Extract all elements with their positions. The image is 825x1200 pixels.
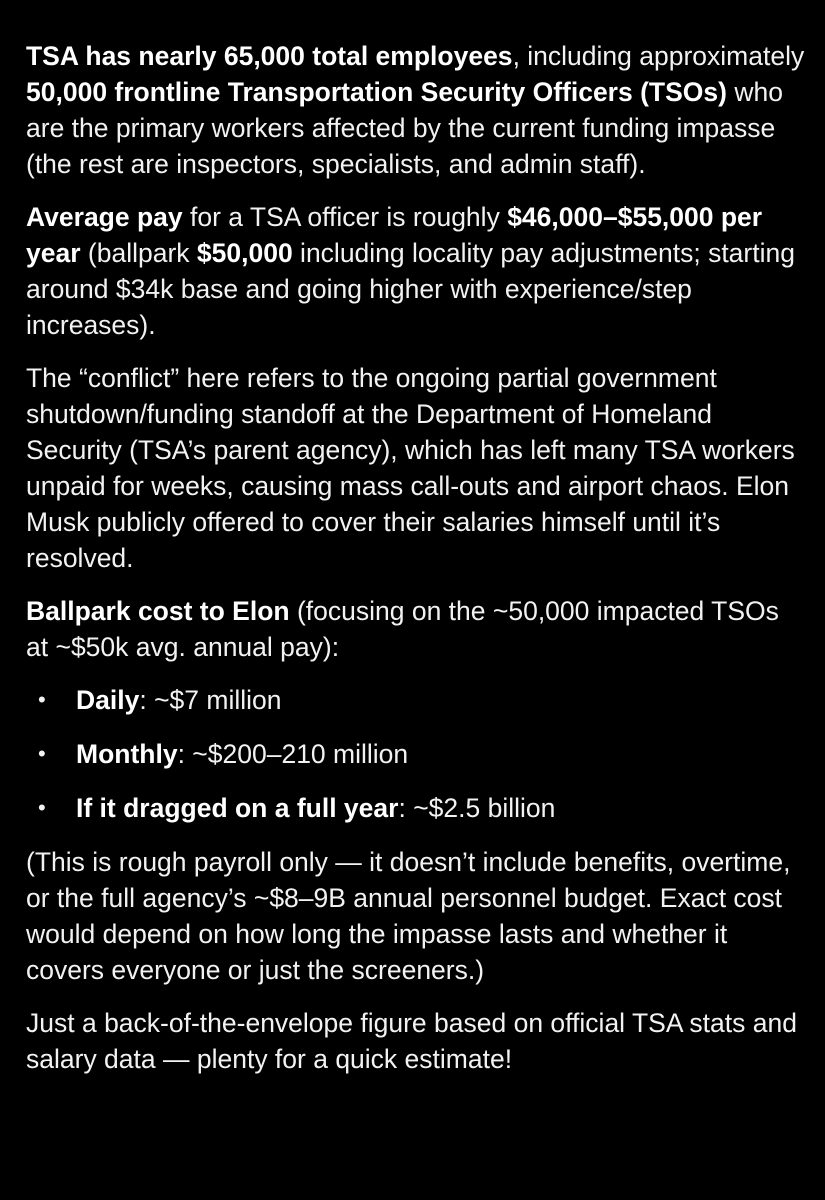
- bold-label: Daily: [76, 685, 140, 715]
- text: , including approximately: [512, 41, 805, 71]
- bullet-icon: •: [38, 741, 46, 766]
- paragraph-closing: Just a back-of-the-envelope figure based on official TSA stats and salary data — plenty for a quick estimate!: [26, 1008, 797, 1074]
- text: including locality pay adjustments; starting around $34k base and going higher with experience/step increases).: [26, 238, 795, 340]
- bold-ballpark-pay: $50,000: [196, 238, 293, 268]
- value: : ~$200–210 million: [177, 739, 409, 769]
- cost-list: [26, 682, 806, 826]
- bold-ballpark-cost: Ballpark cost to Elon: [26, 596, 290, 626]
- list-item-daily: [26, 682, 806, 718]
- paragraph-caveat: (This is rough payroll only — it doesn’t include benefits, overtime, or the full agency’s ~$8–9B annual personnel budget. Exact cost would depend on how long the impasse lasts and whether it covers everyone or just the screeners.): [26, 847, 791, 985]
- bold-label: If it dragged on a full year: [76, 793, 399, 823]
- list-item-monthly: [26, 736, 806, 772]
- bold-label: Monthly: [76, 739, 178, 769]
- paragraph-employees: [26, 38, 806, 182]
- response-text: [26, 38, 806, 1094]
- bold-pay-range: $46,000–$55,000 per year: [26, 202, 763, 268]
- list-item-full-year: [26, 790, 806, 826]
- text: (ballpark: [80, 238, 197, 268]
- text: (focusing on the ~50,000 impacted TSOs at ~$50k avg. annual pay):: [26, 596, 779, 662]
- text: for a TSA officer is roughly: [182, 202, 508, 232]
- bold-frontline-officers: 50,000 frontline Transportation Security Officers (TSOs): [26, 77, 727, 107]
- bullet-icon: •: [38, 687, 46, 712]
- paragraph-average-pay: [26, 199, 806, 343]
- value: : ~$2.5 billion: [398, 793, 556, 823]
- bullet-icon: •: [38, 795, 46, 820]
- paragraph-ballpark-cost: [26, 593, 806, 665]
- value: : ~$7 million: [139, 685, 282, 715]
- bold-total-employees: TSA has nearly 65,000 total employees: [26, 41, 513, 71]
- text: who are the primary workers affected by the current funding impasse (the rest are inspectors, specialists, and admin staff).: [26, 77, 783, 179]
- paragraph-conflict: The “conflict” here refers to the ongoing partial government shutdown/funding standoff at the Department of Homeland Security (TSA’s parent agency), which has left many TSA workers unpaid for weeks, causing mass call-outs and airport chaos. Elon Musk publicly offered to cover their salaries himself until it’s resolved.: [26, 363, 795, 573]
- bold-average-pay: Average pay: [26, 202, 183, 232]
